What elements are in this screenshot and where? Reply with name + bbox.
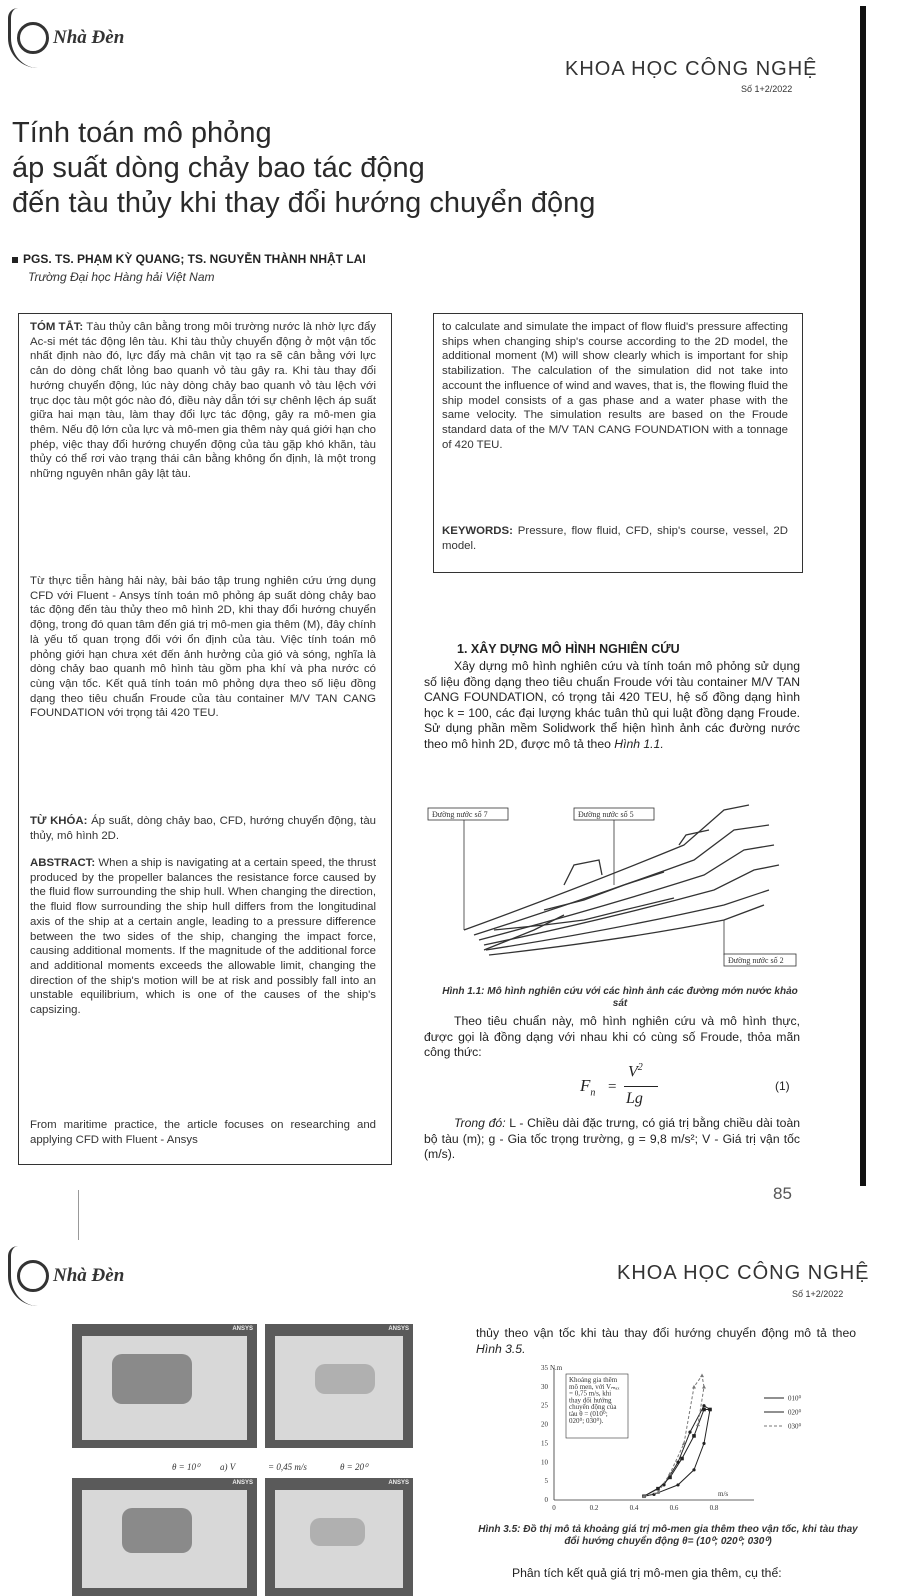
keywords-en-label: KEYWORDS: xyxy=(442,525,513,537)
ansys-logo-4: ANSYS xyxy=(388,1480,409,1486)
formula-lhs: $F_n$ xyxy=(580,1076,596,1099)
magazine-logo-p2 xyxy=(8,1246,124,1306)
x-axis-label: m/s xyxy=(718,1490,729,1498)
affiliation: Trường Đại học Hàng hải Việt Nam xyxy=(28,270,215,284)
logo-script-text-p2: Nhà Đèn xyxy=(53,1265,125,1286)
simulation-image-4 xyxy=(265,1478,413,1596)
logo-script-text: Nhà Đèn xyxy=(53,27,125,48)
keywords-vi-text: Áp suất, dòng chảy bao, CFD, hướng chuyển động, tàu thủy, mô hình 2D. xyxy=(30,815,376,842)
hull-line-2 xyxy=(474,825,769,935)
title-line-2: áp suất dòng chảy bao tác động xyxy=(12,152,425,184)
hull-line-7 xyxy=(494,898,674,930)
x-tick-label-1: 0.2 xyxy=(589,1504,599,1512)
paragraph-where xyxy=(424,1116,800,1163)
section-header: KHOA HỌC CÔNG NGHỆ xyxy=(565,58,818,80)
label-waterline-5: Đường nước số 5 xyxy=(578,810,634,819)
figure-3-5-caption: Hình 3.5: Đồ thị mô tả khoảng giá trị mô-men gia thêm theo vận tốc, khi tàu thay đổi hướng chuyển động θ= (10⁰; 020⁰; 030⁰) xyxy=(478,1524,858,1547)
page-edge-bar xyxy=(860,6,866,1186)
label-waterline-2: Đường nước số 2 xyxy=(728,956,784,965)
abstract-vi-label: TÓM TẮT: xyxy=(30,321,84,333)
paragraph-froude: Theo tiêu chuẩn này, mô hình nghiên cứu và mô hình thực, được gọi là đồng dạng với nhau khi có cùng số Froude, thỏa mãn công thức: xyxy=(424,1014,800,1060)
y-tick-label-0: 0 xyxy=(544,1496,548,1504)
issue-number: Số 1+2/2022 xyxy=(741,84,793,94)
point-2-4 xyxy=(692,1385,696,1389)
formula-equals: = xyxy=(608,1079,617,1095)
y-tick-label-6: 30 xyxy=(541,1382,548,1391)
annotation-line-5: tàu θ = (010⁰; xyxy=(569,1410,608,1418)
page-number: 85 xyxy=(773,1184,792,1203)
point-0-4 xyxy=(702,1404,705,1407)
simulation-image-1 xyxy=(72,1324,257,1448)
y-tick-label-1: 5 xyxy=(544,1477,548,1486)
y-tick-label-3: 15 xyxy=(541,1439,548,1448)
intro-en-start: From maritime practice, the article focuses on researching and applying CFD with Fluent - Ansys xyxy=(30,1119,376,1146)
figure-1-1-caption: Hình 1.1: Mô hình nghiên cứu với các hình ảnh các đường mớn nước khảo sát xyxy=(442,986,798,1009)
abstract-vi-text: Tàu thủy cân bằng trong môi trường nước là nhờ lực đẩy Ac-si mét tác động lên tàu. Khi tàu thủy chuyển động ở một vận tốc nhất định nào đó, lực đẩy mà chân vịt tạo ra sẽ cân bằng với lực cản do dòng chất lỏng bao quanh vỏ tàu gây ra. Khi tàu thay đổi hướng chuyển động, lúc này dòng chảy bao quanh vỏ tàu lệch với trục dọc tàu một góc nào đó, điều này dẫn tới sự chênh lệch áp suất giữa hai mạn tàu, làm thay đổi lực tác động, gây ra mô-men gia thêm. Nếu độ lớn của lực và mô-men gia thêm này quá giới hạn cho phép, việc thay đổi hướng chuyển động của tàu gặp khó khăn, tàu thủy có thể rơi vào trạng thái cân bằng không ổn định, là một trong những nguyên nhân gây lật tàu. xyxy=(30,321,376,481)
bullet-square-icon xyxy=(12,257,18,263)
y-tick-label-2: 10 xyxy=(541,1458,548,1467)
legend-label-1: 020⁰ xyxy=(788,1408,802,1417)
intro-en-cont: to calculate and simulate the impact of flow fluid's pressure affecting ships when changing ship's course according to the 2D model, the additional moment (M) will show clearly which is important for ship stabilization. The calculation of the simulation did not take into account the influence of wind and waves, that is, the flowing fluid the ship model consists of a gas phase and a water phase with the same velocity. The simulation results are based on the Froude standard data of the M/V TAN CANG FOUNDATION with a tonnage of 420 TEU. xyxy=(442,321,788,451)
y-tick-label-7: 35 xyxy=(541,1364,548,1372)
keywords-vi-label: TỪ KHÓA: xyxy=(30,815,88,827)
page2-text-top-body: thủy theo vận tốc khi tàu thay đổi hướng chuyển động mô tả theo xyxy=(476,1326,856,1340)
annotation-line-2: = 0,75 m/s, khi xyxy=(569,1389,612,1398)
section1-text xyxy=(424,659,800,753)
annotation-line-4: chuyển động của xyxy=(569,1403,617,1412)
abstract-vi xyxy=(30,320,376,482)
simulation-image-3 xyxy=(72,1478,257,1596)
point-1-2 xyxy=(668,1476,672,1480)
section1-figure-ref: Hình 1.1. xyxy=(614,736,664,751)
simulation-image-2 xyxy=(265,1324,413,1448)
figure-3-5-chart xyxy=(520,1360,820,1516)
issue-number-p2: Số 1+2/2022 xyxy=(792,1289,844,1299)
point-1-6 xyxy=(708,1408,712,1412)
section-header-p2: KHOA HỌC CÔNG NGHỆ xyxy=(617,1262,870,1284)
figure-1-1-hull-lines xyxy=(424,790,804,980)
keywords-en-text: Pressure, flow fluid, CFD, ship's course, vessel, 2D model. xyxy=(442,525,788,552)
page2-text-bottom: Phân tích kết quả giá trị mô-men gia thêm, cụ thể: xyxy=(512,1566,782,1580)
formula-number: (1) xyxy=(775,1079,790,1093)
abstract-en-text: When a ship is navigating at a certain speed, the thrust produced by the propeller balances the resistance force caused by the fluid flow surrounding the ship hull. When changing the direction, the fluid flow surrounding the ship hull differs from the longitudinal axis of the ship at a certain angle, leading to a pressure difference between the two sides of the ship, changing the impact force, causing additional moments. If the magnitude of the additional force and additional moments exceeds the allowable limit, changing the direction of the ship's motion will be at risk and possibly fall into an unstable equilibrium, which is one of the causes of the ship's capsizing. xyxy=(30,857,376,1017)
point-0-8 xyxy=(676,1483,679,1486)
lighthouse-logo-icon-p2 xyxy=(8,1246,51,1306)
annotation-line-0: Khoảng gia thêm xyxy=(569,1376,618,1384)
magazine-logo xyxy=(8,8,124,68)
image-label-theta20: θ = 20⁰ xyxy=(340,1462,368,1472)
point-1-5 xyxy=(702,1408,706,1412)
image-label-velocity-b: = 0,45 m/s xyxy=(268,1462,307,1472)
point-0-3 xyxy=(688,1431,691,1434)
page2-text-top xyxy=(476,1326,856,1357)
image-label-velocity-a: a) V xyxy=(220,1462,236,1472)
abstract-en-label: ABSTRACT: xyxy=(30,857,96,869)
image-label-theta10: θ = 10⁰ xyxy=(172,1462,200,1472)
point-2-5 xyxy=(700,1374,704,1378)
point-2-6 xyxy=(702,1385,706,1389)
ansys-logo-3: ANSYS xyxy=(232,1480,253,1486)
point-1-4 xyxy=(692,1434,696,1438)
annotation-line-3: thay đổi hướng xyxy=(569,1396,612,1405)
abstract-en xyxy=(30,856,376,1018)
hull-line-1 xyxy=(464,805,749,930)
intro-vi: Từ thực tiễn hàng hải này, bài báo tập trung nghiên cứu ứng dụng CFD với Fluent - Ansys tính toán mô phỏng áp suất dòng chảy bao tác động đến tàu thủy theo mô hình 2D, khi thay đổi hướng chuyển động, trong đó quan tâm đến giá trị mô-men gia thêm (M), đây chính là yếu tố quan trọng đối với ổn định của tàu. Việc tính toán mô phỏng giới hạn chưa xét đến ảnh hưởng của gió và sóng, nghĩa là dòng chảy bao quanh mô hình tàu gồm pha khí và pha nước có cùng vận tốc. Kết quả tính toán mô phỏng dựa theo số liệu đồng dạng theo tiêu chuẩn Froude của tàu container M/V TAN CANG FOUNDATION với trọng tải 420 TEU. xyxy=(30,575,376,720)
title-line-3: đến tàu thủy khi thay đổi hướng chuyển động xyxy=(12,187,596,219)
formula-numerator: $V^2$ xyxy=(628,1062,643,1081)
page2-figure-ref: Hình 3.5. xyxy=(476,1341,526,1356)
formula-fraction-bar xyxy=(624,1086,658,1087)
where-text: L - Chiều dài đặc trưng, có giá trị bằng chiều dài toàn bộ tàu (m); g - Gia tốc trọng trường, g = 9,8 m/s²; V - Giá trị vận tốc (m/s). xyxy=(424,1116,800,1162)
article-title xyxy=(12,116,595,221)
page-divider-line xyxy=(78,1190,79,1240)
section1-heading: 1. XÂY DỰNG MÔ HÌNH NGHIÊN CỨU xyxy=(457,642,680,656)
hull-line-9 xyxy=(564,860,602,885)
y-tick-label-5: 25 xyxy=(541,1401,548,1410)
point-0-7 xyxy=(692,1468,695,1471)
hull-line-10 xyxy=(679,830,709,845)
formula-denominator: Lg xyxy=(626,1090,643,1107)
point-2-7 xyxy=(696,1423,700,1427)
point-0-6 xyxy=(702,1442,705,1445)
section1-text-body: Xây dựng mô hình nghiên cứu và tính toán mô phỏng sử dụng số liệu đồng dạng theo tiêu chuẩn Froude với tàu container M/V TAN CANG FOUNDATION, có trọng tải 420 TEU, hệ số đồng dạng hình học k = 100, các đại lượng khác tuân thủ qui luật đồng dạng Froude. Sử dụng phần mềm Solidwork thể hiện hình ảnh các đường nước theo mô hình 2D, được mô tả theo xyxy=(424,659,800,751)
title-line-1: Tính toán mô phỏng xyxy=(12,117,272,149)
y-axis-label: N.m xyxy=(550,1364,563,1372)
ansys-logo-2: ANSYS xyxy=(388,1326,409,1332)
keywords-en xyxy=(442,524,788,553)
keywords-vi xyxy=(30,814,376,843)
legend-label-0: 010⁰ xyxy=(788,1394,802,1403)
annotation-line-1: mô men, với Vₘₐₓ xyxy=(569,1382,620,1391)
y-tick-label-4: 20 xyxy=(541,1420,548,1429)
label-waterline-7: Đường nước số 7 xyxy=(432,810,488,819)
where-label: Trong đó: xyxy=(454,1116,506,1130)
legend-label-2: 030⁰ xyxy=(788,1422,802,1431)
authors xyxy=(12,252,366,266)
x-tick-label-0: 0 xyxy=(552,1504,556,1512)
lighthouse-logo-icon xyxy=(8,8,51,68)
x-tick-label-3: 0.6 xyxy=(669,1504,679,1512)
ansys-logo: ANSYS xyxy=(232,1326,253,1332)
annotation-line-6: 020⁰; 030⁰). xyxy=(569,1416,604,1425)
x-tick-label-4: 0.8 xyxy=(709,1504,719,1512)
froude-formula xyxy=(580,1062,800,1112)
point-1-3 xyxy=(680,1457,684,1461)
author-names: PGS. TS. PHẠM KỲ QUANG; TS. NGUYỄN THÀNH NHẬT LAI xyxy=(23,252,366,266)
x-tick-label-2: 0.4 xyxy=(629,1504,639,1512)
